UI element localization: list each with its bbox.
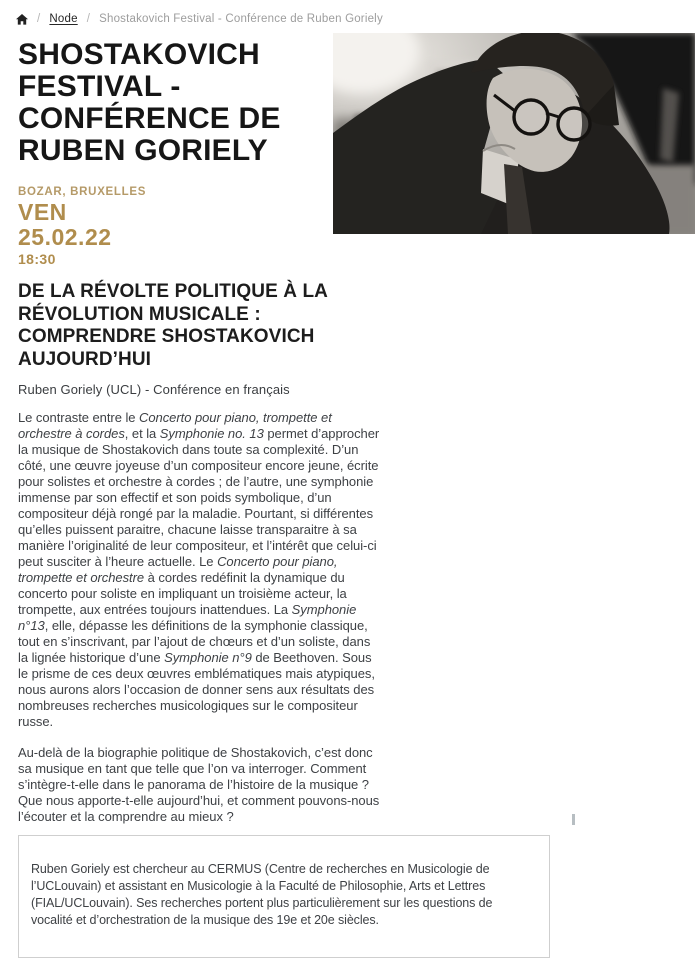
event-time: 18:30 (18, 251, 56, 267)
venue-label: BOZAR, BRUXELLES (18, 186, 147, 198)
speaker-bio-box (18, 835, 550, 958)
page-title: SHOSTAKOVICH FESTIVAL - CONFÉRENCE DE RUBEN GORIELY (18, 38, 281, 167)
talk-description-paragraph-1: Le contraste entre le Concerto pour piano, trompette et orchestre à cordes, et la Symphonie no. 13 permet d’approcher la musique de Shostakovich dans toute sa complexité. D’un côté, une œuvre joyeuse d’un compositeur encore jeune, écrite pour solistes et orchestre à cordes ; de l’autre, une symphonie immense par son effectif et son poids symbolique, d’un compositeur déjà rongé par la maladie. Pourtant, si différentes qu’elles puissent paraitre, chacune laisse transparaitre à sa manière l’originalité de leur compositeur, et l’intérêt que celui-ci peut susciter à l’heure actuelle. Le Concerto pour piano, trompette et orchestre à cordes redéfinit la dynamique du concerto pour soliste en impliquant un troisième acteur, la trompette, aux entrées toujours inattendues. La Symphonie n°13, elle, dépasse les définitions de la symphonie classique, tout en s’inscrivant, par l’ajout de chœurs et d’un soliste, dans la lignée historique d’une Symphonie n°9 de Beethoven. Sous le prisme de ces deux œuvres emblématiques mais atypiques, nous aurons alors l’occasion de donner sens aux résultats des nombreuses recherches musicologiques sur le compositeur russe. (18, 410, 380, 729)
talk-heading: DE LA RÉVOLTE POLITIQUE À LA RÉVOLUTION MUSICALE : COMPRENDRE SHOSTAKOVICH AUJOURD’HUI (18, 281, 328, 370)
home-icon[interactable] (16, 14, 28, 25)
breadcrumb-separator: / (86, 13, 91, 25)
text-cursor-artifact (572, 814, 575, 825)
speaker-bio-text: Ruben Goriely est chercheur au CERMUS (Centre de recherches en Musicologie de l’UCLouvain) et assistant en Musicologie à la Faculté de Philosophie, Arts et Lettres (FIAL/UCLouvain). Ses recherches portent plus particulièrement sur les questions de vocalité et d’orchestration de la musique des 19e et 20e siècles. (31, 862, 493, 927)
breadcrumb-separator: / (37, 13, 41, 25)
event-date: 25.02.22 (18, 224, 112, 250)
breadcrumb-node-link[interactable]: Node (49, 13, 78, 25)
shostakovich-portrait-photo (333, 33, 695, 234)
presenter-line: Ruben Goriely (UCL) - Conférence en français (18, 382, 290, 397)
breadcrumb-current: Shostakovich Festival - Conférence de Ruben Goriely (99, 13, 383, 25)
talk-description-paragraph-2: Au-delà de la biographie politique de Shostakovich, c’est donc sa musique en tant que telle que l’on va interroger. Comment s’intègre-t-elle dans le panorama de l’histoire de la musique ? Que nous apporte-t-elle aujourd’hui, et comment pouvons-nous l’écouter et la comprendre au mieux ? (18, 745, 380, 824)
event-day: VEN (18, 199, 67, 225)
breadcrumb (0, 0, 695, 25)
